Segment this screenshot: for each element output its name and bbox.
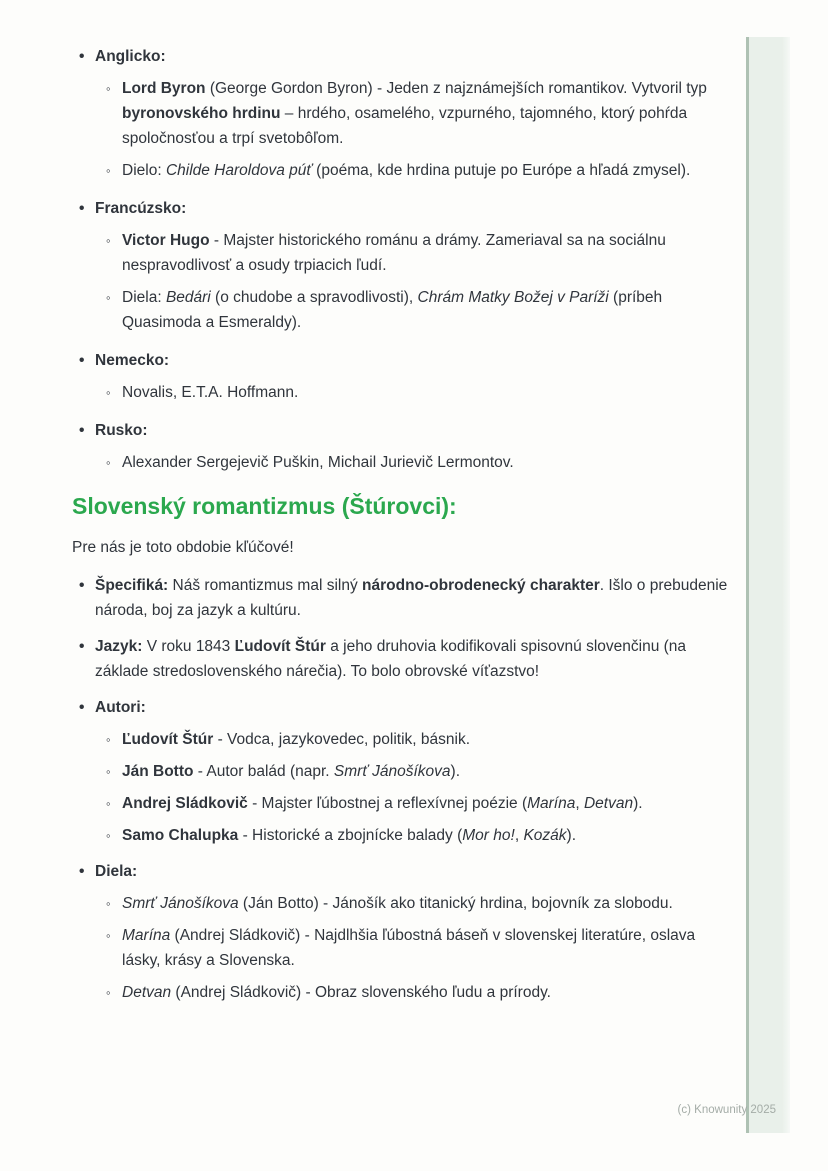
list-item-text <box>95 695 728 720</box>
text-segment: (poéma, kde hrdina putuje po Európe a hľadá zmysel). <box>311 162 691 179</box>
text-segment: Ľudovít Štúr <box>234 638 326 655</box>
list-item <box>72 859 728 1005</box>
text-segment: Jazyk: <box>95 638 143 655</box>
list-item-text <box>95 859 728 884</box>
sub-list-item-text <box>122 158 728 183</box>
text-segment: Kozák <box>523 827 567 844</box>
list-item <box>72 196 728 335</box>
list-item <box>72 695 728 848</box>
text-segment: Novalis, E.T.A. Hoffmann. <box>122 384 299 401</box>
text-segment: - Vodca, jazykovedec, politik, básnik. <box>213 731 471 748</box>
text-segment: (Andrej Sládkovič) - Obraz slovenského ľudu a prírody. <box>171 984 551 1001</box>
sub-list <box>95 228 728 335</box>
sub-list <box>95 891 728 1005</box>
text-segment: Andrej Sládkovič <box>122 795 248 812</box>
text-segment: Ján Botto <box>122 763 194 780</box>
sub-list-item <box>95 923 728 973</box>
text-segment: Marína <box>527 795 576 812</box>
text-segment: V roku 1843 <box>142 638 235 655</box>
list-item <box>72 634 728 684</box>
text-segment: (príbeh Quasimoda a Esmeraldy). <box>122 289 663 331</box>
text-segment: Marína <box>122 927 171 944</box>
sub-list-item <box>95 228 728 278</box>
text-segment: Autori: <box>95 699 146 716</box>
text-segment: Anglicko: <box>95 48 166 65</box>
sub-list-item <box>95 891 728 916</box>
text-segment: Francúzsko: <box>95 200 187 217</box>
text-segment: Dielo: <box>122 162 166 179</box>
text-segment: - Historické a zbojnícke balady ( <box>238 827 463 844</box>
text-segment: - Majster ľúbostnej a reflexívnej poézie ( <box>247 795 528 812</box>
sub-list-item <box>95 158 728 183</box>
text-segment: Smrť Jánošíkova <box>122 895 239 912</box>
text-segment: Bedári <box>165 289 211 306</box>
sub-list-item <box>95 380 728 405</box>
sub-list-item <box>95 980 728 1005</box>
text-segment: Diela: <box>122 289 166 306</box>
text-segment: Diela: <box>95 863 138 880</box>
list-item <box>72 348 728 405</box>
text-segment: (George Gordon Byron) - Jeden z najznámejších romantikov. Vytvoril typ <box>205 80 707 97</box>
paragraph: Pre nás je toto obdobie kľúčové! <box>72 539 294 556</box>
sub-list <box>95 76 728 183</box>
sub-list-item-text <box>122 923 728 973</box>
text-segment: , <box>575 795 584 812</box>
list-item-text <box>95 44 728 69</box>
sub-list-item <box>95 76 728 151</box>
sub-list <box>95 380 728 405</box>
sub-list-item-text <box>122 228 728 278</box>
text-segment: , <box>514 827 524 844</box>
text-segment: (Andrej Sládkovič) - Najdlhšia ľúbostná báseň v slovenskej literatúre, oslava lásky, krásy a Slovenska. <box>122 927 696 969</box>
text-segment: (Ján Botto) - Jánošík ako titanický hrdina, bojovník za slobodu. <box>238 895 673 912</box>
sub-list-item-text <box>122 76 728 151</box>
text-segment: Rusko: <box>95 422 148 439</box>
sub-list-item <box>95 823 728 848</box>
text-segment: ). <box>566 827 577 844</box>
sub-list-item-text <box>122 980 728 1005</box>
text-segment: Ľudovít Štúr <box>122 731 214 748</box>
text-segment: Alexander Sergejevič Puškin, Michail Jurievič Lermontov. <box>122 454 514 471</box>
text-segment: Mor ho! <box>462 827 515 844</box>
text-segment: Detvan <box>583 795 634 812</box>
section-heading: Slovenský romantizmus (Štúrovci): <box>72 493 457 519</box>
bullet-list <box>72 44 728 475</box>
text-segment: – hrdého, osamelého, vzpurného, tajomného, ktorý pohŕda spoločnosťou a trpí svetobôľom. <box>122 105 688 147</box>
text-segment: Chrám Matky Božej v Paríži <box>417 289 609 306</box>
sub-list <box>95 727 728 848</box>
text-segment: - Autor balád (napr. <box>193 763 334 780</box>
text-segment: národno-obrodenecký charakter <box>362 577 600 594</box>
sub-list-item-text <box>122 285 728 335</box>
text-segment: Smrť Jánošíkova <box>333 763 451 780</box>
text-segment: ). <box>633 795 643 812</box>
watermark: (c) Knowunity 2025 <box>677 1104 776 1116</box>
list-item-text <box>95 634 728 684</box>
text-segment: Victor Hugo <box>122 232 210 249</box>
text-segment: Lord Byron <box>122 80 206 97</box>
text-segment: byronovského hrdinu <box>122 105 281 122</box>
sub-list-item-text <box>122 791 728 816</box>
text-segment: . Išlo o prebudenie národa, boj za jazyk a kultúru. <box>95 577 728 619</box>
sub-list-item-text <box>122 823 728 848</box>
sub-list-item-text <box>122 727 728 752</box>
list-item-text <box>95 573 728 623</box>
sub-list <box>95 450 728 475</box>
sub-list-item <box>95 450 728 475</box>
text-segment: a jeho druhovia kodifikovali spisovnú slovenčinu (na základe stredoslovenského nárečia). To bolo obrovské víťazstvo! <box>95 638 687 680</box>
sub-list-item <box>95 759 728 784</box>
text-segment: Childe Haroldova púť <box>165 162 312 179</box>
list-item <box>72 418 728 475</box>
text-segment: (o chudobe a spravodlivosti), <box>210 289 418 306</box>
list-item <box>72 573 728 623</box>
list-item <box>72 44 728 183</box>
document-body <box>72 44 728 1016</box>
list-item-text <box>95 196 728 221</box>
text-segment: ). <box>450 763 461 780</box>
sub-list-item-text <box>122 450 728 475</box>
sub-list-item <box>95 727 728 752</box>
text-segment: Náš romantizmus mal silný <box>168 577 363 594</box>
sub-list-item-text <box>122 759 728 784</box>
sub-list-item-text <box>122 891 728 916</box>
page-edge-strip <box>746 37 790 1133</box>
sub-list-item <box>95 791 728 816</box>
bullet-list <box>72 573 728 1005</box>
text-segment: Nemecko: <box>95 352 170 369</box>
text-segment: Detvan <box>122 984 172 1001</box>
text-segment: - Majster historického románu a drámy. Zameriaval sa na sociálnu nespravodlivosť a osudy trpiacich ľudí. <box>122 232 666 274</box>
sub-list-item-text <box>122 380 728 405</box>
text-segment: Špecifiká: <box>95 577 169 594</box>
list-item-text <box>95 418 728 443</box>
sub-list-item <box>95 285 728 335</box>
text-segment: Samo Chalupka <box>122 827 239 844</box>
list-item-text <box>95 348 728 373</box>
